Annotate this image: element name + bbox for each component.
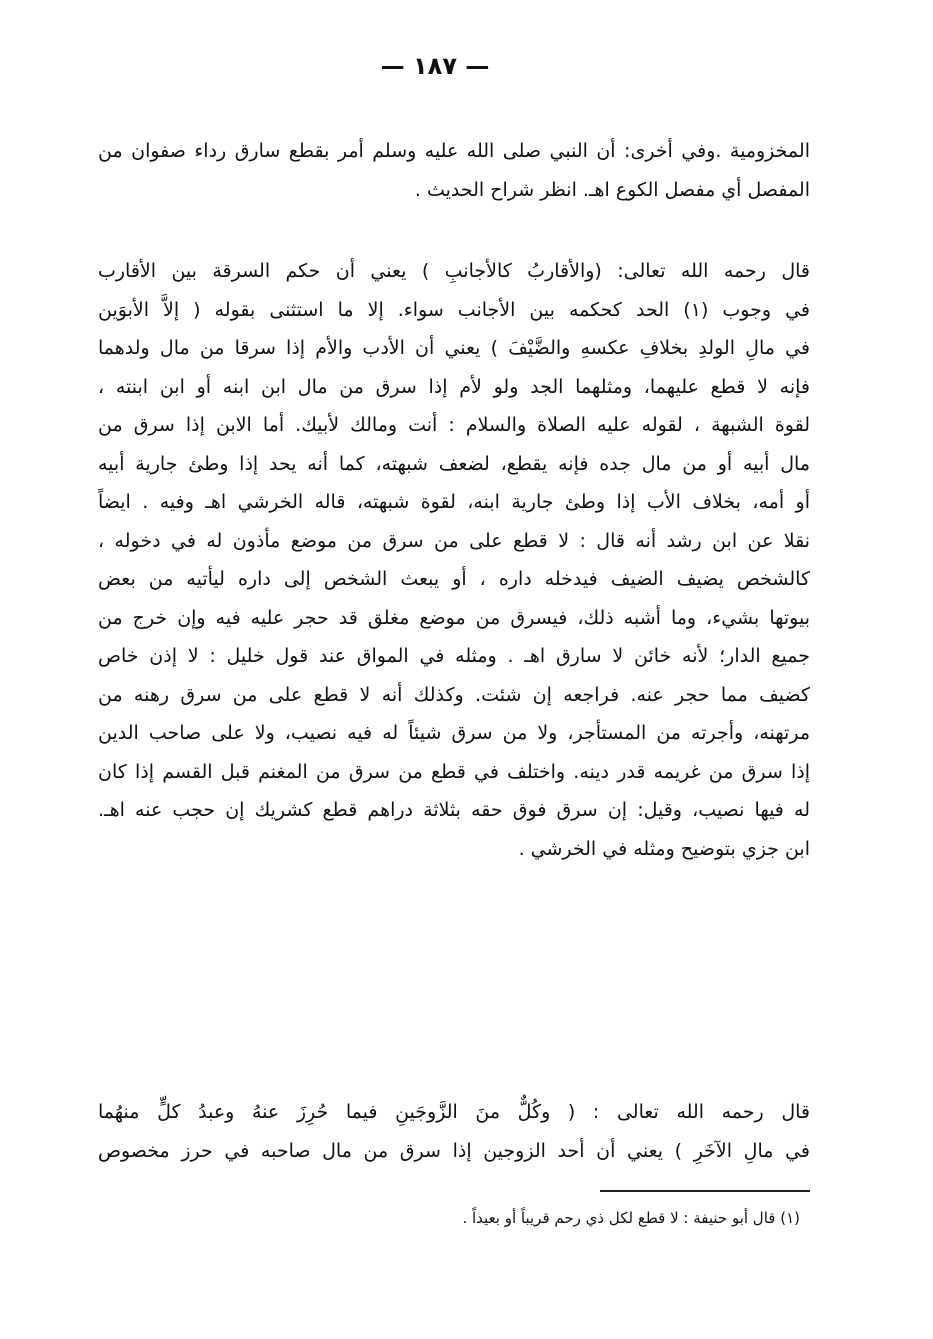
text-line: جميع الدار؛ لأنه خائن لا سارق اهـ . ومثله في المواق عند قول خليل : لا إذن خاص (98, 645, 810, 667)
text-line: فإنه لا قطع عليهما، ومثلهما الجد ولو لأم إذا سرق من مال ابن ابنه أو ابن ابنته ، (98, 375, 810, 398)
text-line: لقوة الشبهة ، لقوله عليه الصلاة والسلام : أنت ومالك لأبيك. أما الابن إذا سرق من (98, 414, 810, 436)
text-line: أو أمه، بخلاف الأب إذا وطئ جارية ابنه، لقوة شبهته، قاله الخرشي اهـ وفيه . ايضاً (98, 491, 810, 513)
paragraph-2 (98, 252, 810, 868)
page-number: — ١٨٧ — (380, 52, 490, 80)
text-line: قال رحمه الله تعالى : ( وكُلٌّ منَ الزَّوجَينِ فيما حُرِزَ عنهُ وعبدُ كلٍّ منهُما (98, 1101, 810, 1123)
text-line: إذا سرق من غريمه قدر دينه. واختلف في قطع من سرق من المغنم قبل القسم إذا كان (98, 760, 810, 783)
text-line: في مالِ الولدِ بخلافِ عكسهِ والضَّيْفَ ) يعني أن الأدب والأم إذا سرقا من مال ولدهما (98, 337, 810, 359)
text-line: له فيها نصيب، وقيل: إن سرق فوق حقه بثلاثة دراهم قطع كشريك إن حجب عنه اهـ. (98, 799, 810, 821)
text-line: في وجوب (١) الحد كحكمه بين الأجانب سواء. إلا ما استثنى بقوله ( إلاَّ الأبوَين (98, 298, 810, 321)
text-line: المفصل أي مفصل الكوع اهـ. انظر شراح الحديث . (414, 178, 810, 201)
text-line: كالشخص يضيف الضيف فيدخله داره ، أو يبعث الشخص إلى داره ليأتيه من بعض (98, 568, 810, 590)
footnote: (١) قال أبو حنيفة : لا قطع لكل ذي رحم قريباً أو بعيداً . (462, 1209, 800, 1227)
text-line: قال رحمه الله تعالى: (والأقاربُ كالأجانبِ ) يعني أن حكم السرقة بين الأقارب (98, 260, 810, 282)
text-line: في مالِ الآخَرِ ) يعني أن أحد الزوجين إذا سرق من مال صاحبه في حرز مخصوص (98, 1139, 810, 1162)
text-line: مرتهنه، وأجرته من المستأجر، ولا من سرق شيئاً له فيه نصيب، ولا على صاحب الدين (98, 722, 810, 744)
text-line: بيوتها بشيء، وما أشبه ذلك، فيسرق من موضع مغلق قد حجر عليه فيه وإن خرج من (98, 606, 810, 629)
paragraph-1 (98, 132, 810, 209)
text-line: كضيف مما حجر عنه. فراجعه إن شئت. وكذلك أنه لا قطع على من سرق رهنه من (98, 683, 810, 706)
paragraph-3 (98, 1093, 810, 1170)
text-line: مال أبيه أو من مال جده فإنه يقطع، لضعف شبهته، كما أنه يحد إذا وطئ جارية أبيه (98, 452, 810, 475)
text-line: نقلا عن ابن رشد أنه قال : لا قطع على من سرق من موضع مأذون له في دخوله ، (98, 529, 810, 552)
text-line: ابن جزي بتوضيح ومثله في الخرشي . (518, 837, 810, 860)
text-line: المخزومية .وفي أخرى: أن النبي صلى الله عليه وسلم أمر بقطع سارق رداء صفوان من (98, 140, 810, 162)
footnote-separator (600, 1190, 810, 1192)
